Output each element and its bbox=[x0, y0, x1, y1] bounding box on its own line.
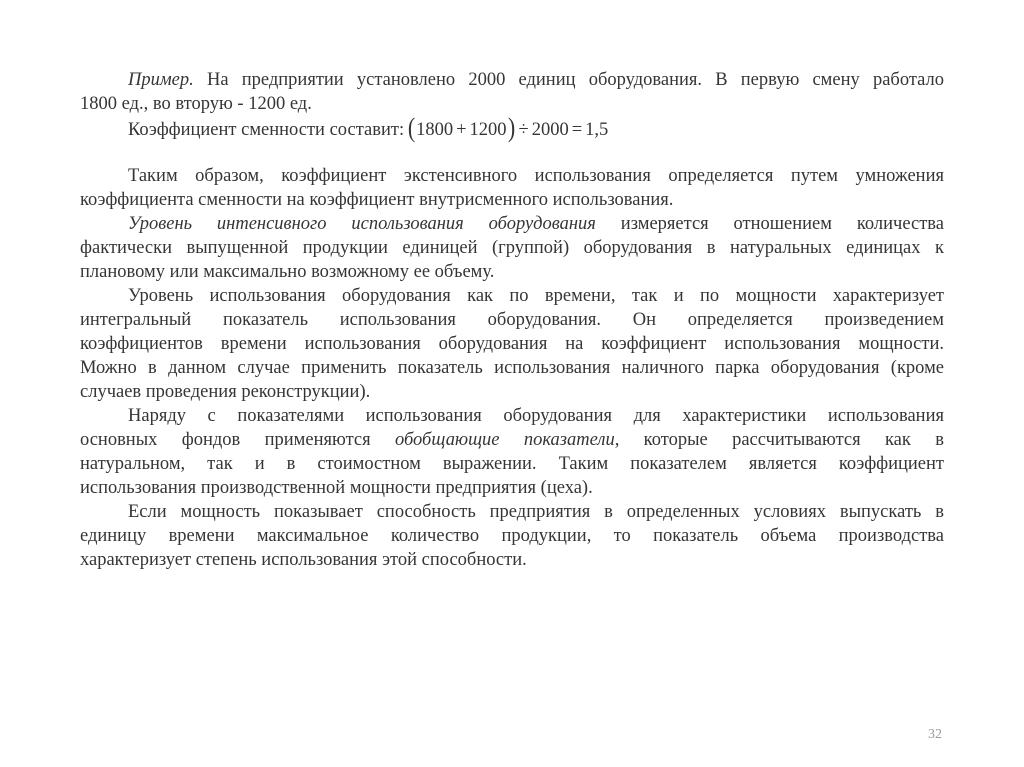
formula-operator: ÷ bbox=[518, 120, 529, 140]
formula bbox=[407, 111, 609, 143]
body-text bbox=[80, 68, 944, 572]
text-line: характеризует степень использования этой способности. bbox=[80, 550, 527, 570]
paragraph-formula bbox=[80, 111, 944, 143]
italic-term: обобщающие показатели bbox=[394, 430, 615, 450]
formula-number: 1200 bbox=[469, 120, 507, 140]
text-line: коэффициентов времени использования оборудования на коэффициент использования мощности. bbox=[80, 334, 944, 354]
text-line: Наряду с показателями использования оборудования для характеристики использования bbox=[128, 406, 944, 426]
italic-term: Уровень интенсивного использования оборудования bbox=[128, 214, 596, 234]
text-line: случаев проведения реконструкции). bbox=[80, 382, 371, 402]
text-run: измеряется отношением количества bbox=[620, 214, 944, 234]
text-run: основных фондов применяются bbox=[80, 430, 371, 450]
text-line: Можно в данном случае применить показатель использования наличного парка оборудования (кроме bbox=[80, 358, 944, 378]
formula-open-paren: ( bbox=[407, 111, 416, 143]
formula-operator: = bbox=[571, 120, 583, 140]
paragraph bbox=[80, 284, 944, 404]
paragraph-example bbox=[80, 68, 944, 116]
text-run: На предприятии установлено 2000 единиц оборудования. В первую смену работало bbox=[206, 70, 944, 90]
formula-close-paren: ) bbox=[507, 111, 515, 143]
text-line bbox=[80, 212, 944, 236]
text-line: Таким образом, коэффициент экстенсивного использования определяется путем умножения bbox=[128, 166, 944, 186]
page-number: 32 bbox=[928, 727, 942, 742]
formula-operator: + bbox=[456, 120, 467, 140]
paragraph bbox=[80, 164, 944, 212]
text-line: интегральный показатель использования оборудования. Он определяется произведением bbox=[80, 310, 944, 330]
paragraph bbox=[80, 212, 944, 284]
text-line: плановому или максимально возможному ее объему. bbox=[80, 262, 495, 282]
text-line: Уровень использования оборудования как по времени, так и по мощности характеризует bbox=[128, 286, 944, 306]
text-line: единицу времени максимальное количество продукции, то показатель объема производства bbox=[80, 526, 944, 546]
example-label: Пример. bbox=[128, 70, 194, 90]
text-line: использования производственной мощности предприятия (цеха). bbox=[80, 478, 593, 498]
text-line: фактически выпущенной продукции единицей (группой) оборудования в натуральных единицах к bbox=[80, 238, 944, 258]
text-line bbox=[80, 68, 944, 92]
paragraph bbox=[80, 500, 944, 572]
text-line bbox=[80, 111, 944, 143]
formula-number: 2000 bbox=[531, 120, 569, 140]
formula-label: Коэффициент сменности составит: bbox=[128, 120, 405, 140]
formula-result: 1,5 bbox=[585, 120, 609, 140]
text-run: 1800 ед., во вторую - 1200 ед. bbox=[80, 94, 312, 114]
text-line bbox=[80, 428, 944, 452]
paragraph bbox=[80, 404, 944, 500]
text-line: коэффициента сменности на коэффициент внутрисменного использования. bbox=[80, 190, 674, 210]
text-run: , которые рассчитываются как в bbox=[614, 430, 944, 450]
text-line: натуральном, так и в стоимостном выражении. Таким показателем является коэффициент bbox=[80, 454, 944, 474]
formula-number: 1800 bbox=[416, 120, 454, 140]
text-line: Если мощность показывает способность предприятия в определенных условиях выпускать в bbox=[128, 502, 944, 522]
